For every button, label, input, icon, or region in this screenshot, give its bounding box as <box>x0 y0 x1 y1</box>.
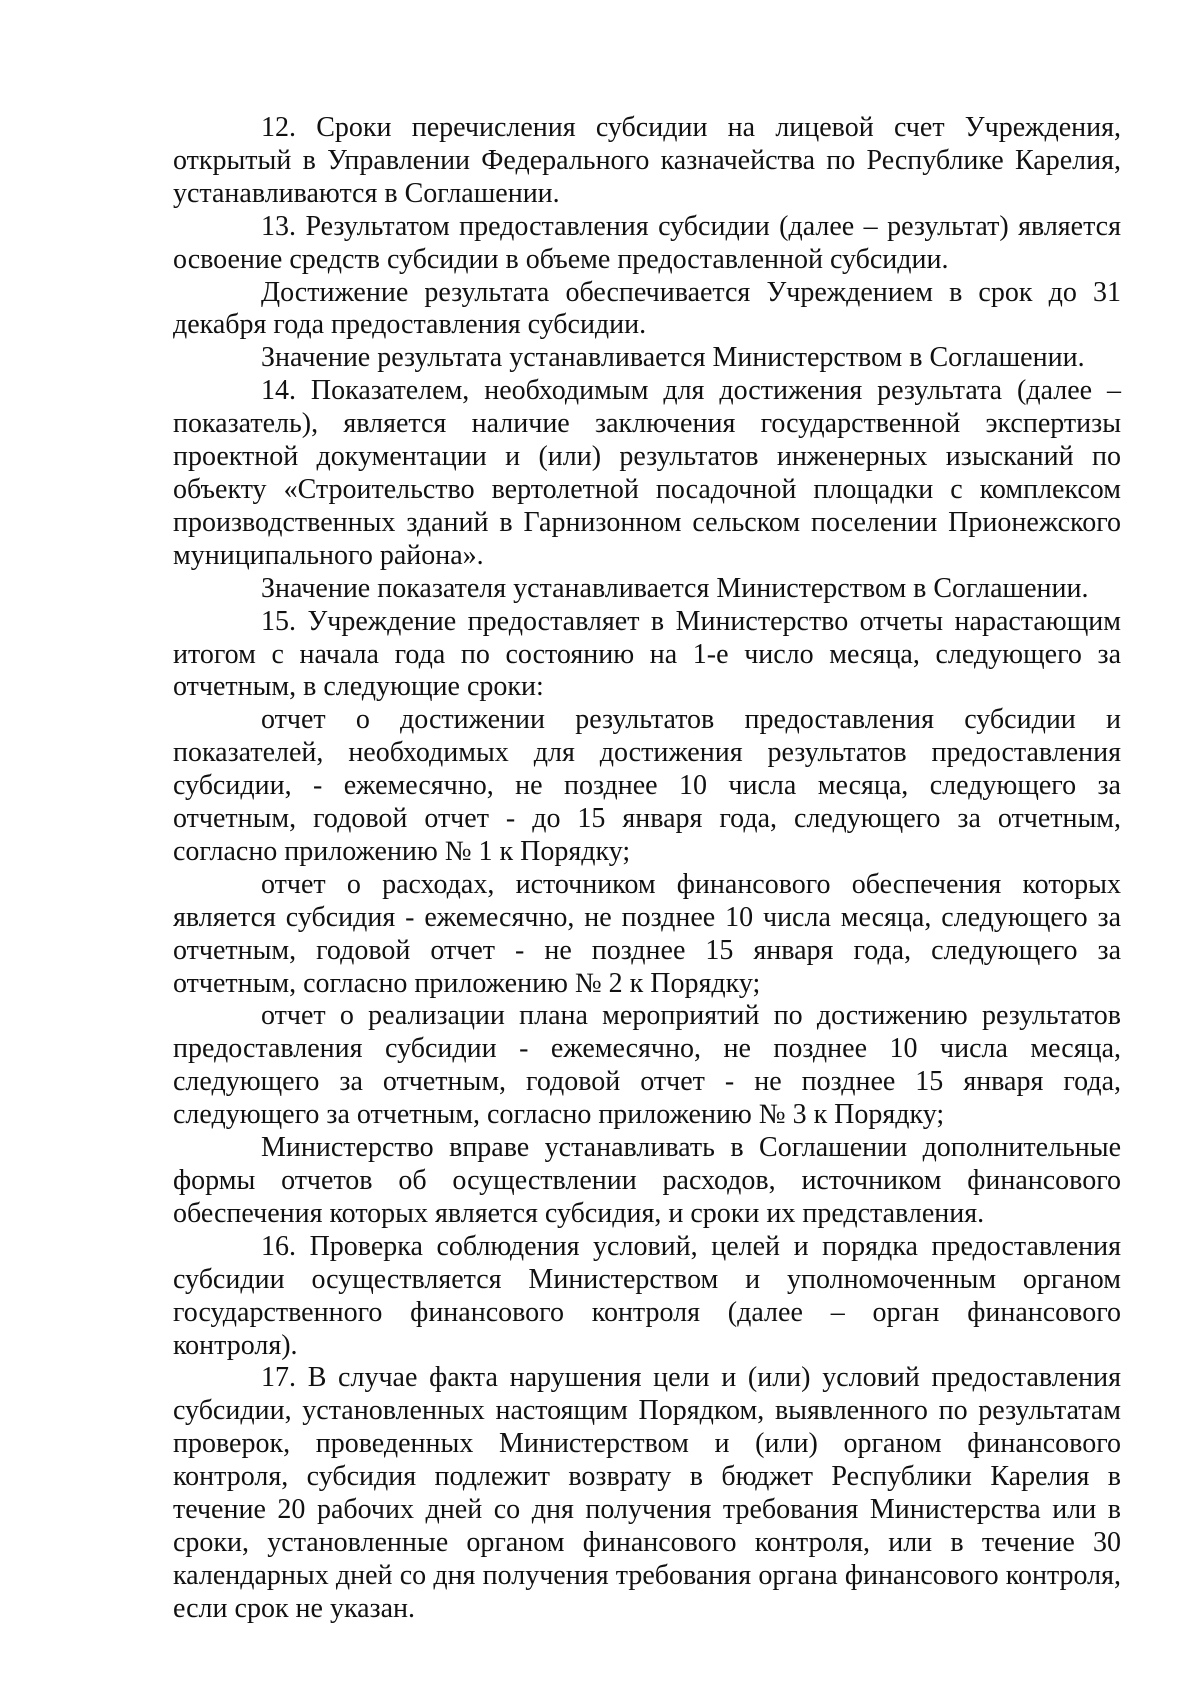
paragraph-15-report-expenses: отчет о расходах, источником финансового обеспечения которых является субсидия - ежемесячно, не позднее 10 числа месяца, следующего за отчетным, годовой отчет - не позднее 15 января года, следующего за отчетным, согласно приложению № 2 к Порядку; <box>173 868 1121 999</box>
paragraph-16-compliance-check: 16. Проверка соблюдения условий, целей и порядка предоставления субсидии осуществляется Министерством и уполномоченным органом государственного финансового контроля (далее – орган финансового контроля). <box>173 1230 1121 1361</box>
paragraph-15-report-results: отчет о достижении результатов предоставления субсидии и показателей, необходимых для достижения результатов предоставления субсидии, - ежемесячно, не позднее 10 числа месяца, следующего за отчетным, годовой отчет - до 15 января года, следующего за отчетным, согласно приложению № 1 к Порядку; <box>173 704 1121 867</box>
paragraph-14-indicator-value: Значение показателя устанавливается Министерством в Соглашении. <box>261 572 1089 604</box>
paragraph-13-result-value: Значение результата устанавливается Министерством в Соглашении. <box>261 342 1085 374</box>
paragraph-17-refund: 17. В случае факта нарушения цели и (или) условий предоставления субсидии, установленных настоящим Порядком, выявленного по результатам проверок, проведенных Министерством и (или) органом финансового контроля, субсидия подлежит возврату в бюджет Республики Карелия в течение 20 рабочих дней со дня получения требования Министерства или в сроки, установленные органом финансового контроля, или в течение 30 календарных дней со дня получения требования органа финансового контроля, если срок не указан. <box>173 1362 1121 1624</box>
paragraph-12-transfer-terms: 12. Сроки перечисления субсидии на лицевой счет Учреждения, открытый в Управлении Федерального казначейства по Республике Карелия, устанавливаются в Соглашении. <box>173 112 1121 209</box>
paragraph-13-result-deadline: Достижение результата обеспечивается Учреждением в срок до 31 декабря года предоставления субсидии. <box>173 276 1121 341</box>
paragraph-13-result: 13. Результатом предоставления субсидии (далее – результат) является освоение средств субсидии в объеме предоставленной субсидии. <box>173 210 1121 275</box>
paragraph-15-reports: 15. Учреждение предоставляет в Министерство отчеты нарастающим итогом с начала года по состоянию на 1-е число месяца, следующего за отчетным, в следующие сроки: <box>173 605 1121 703</box>
paragraph-14-indicator: 14. Показателем, необходимым для достижения результата (далее – показатель), является наличие заключения государственной экспертизы проектной документации и (или) результатов инженерных изысканий по объекту «Строительство вертолетной посадочной площадки с комплексом производственных зданий в Гарнизонном сельском поселении Прионежского муниципального района». <box>173 375 1121 571</box>
paragraph-15-additional-forms: Министерство вправе устанавливать в Соглашении дополнительные формы отчетов об осуществлении расходов, источником финансового обеспечения которых является субсидия, и сроки их представления. <box>173 1132 1121 1229</box>
paragraph-15-report-plan: отчет о реализации плана мероприятий по достижению результатов предоставления субсидии - ежемесячно, не позднее 10 числа месяца, следующего за отчетным, годовой отчет - не позднее 15 января года, следующего за отчетным, согласно приложению № 3 к Порядку; <box>173 1000 1121 1131</box>
document-page <box>173 112 1121 1626</box>
